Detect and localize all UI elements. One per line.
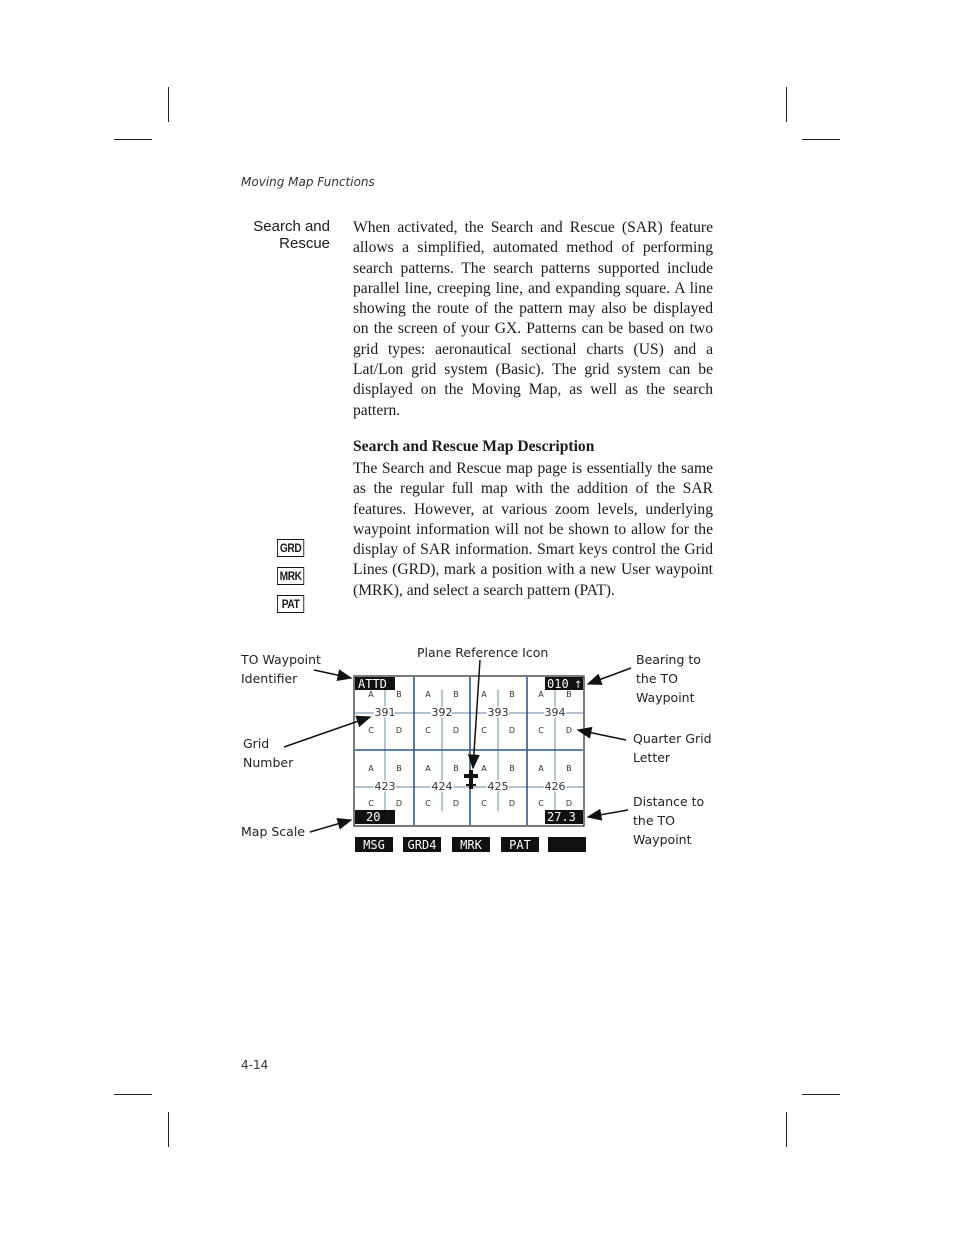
distance-value: 27.3 bbox=[547, 810, 576, 824]
quarter-letter: A bbox=[425, 690, 431, 699]
description-paragraph: The Search and Rescue map page is essentially the same as the regular full map with the addition of the SAR features. However, at various zoom levels, underlying waypoint information will not be shown to allow for the display of SAR information. Smart keys control the Grid Lines (GRD), mark a position with a new User waypoint (MRK), and select a search pattern (PAT). bbox=[353, 460, 713, 599]
quarter-letter: C bbox=[425, 726, 431, 735]
map-scale: 20 bbox=[366, 810, 381, 824]
quarter-letter: D bbox=[565, 799, 573, 808]
quarter-letter: D bbox=[508, 726, 516, 735]
arrow-quarter-grid bbox=[578, 730, 626, 740]
section-title: Search and Rescue bbox=[253, 218, 330, 252]
quarter-letter: D bbox=[565, 726, 573, 735]
quarter-letter: B bbox=[566, 764, 572, 773]
arrow-distance bbox=[588, 810, 628, 817]
pat-key: PAT bbox=[277, 595, 304, 613]
quarter-letter: B bbox=[453, 690, 459, 699]
softkey-label: PAT bbox=[509, 838, 531, 852]
quarter-letter: C bbox=[425, 799, 431, 808]
intro-paragraph: When activated, the Search and Rescue (SAR) feature allows a simplified, automated method of performing search patterns. The search patterns supported include parallel line, creeping line, and expanding square. A line showing the route of the pattern may also be displayed on the screen of your GX. Patterns can be based on two grid types: aeronautical sectional charts (US) and a Lat/Lon grid system (Basic). The grid system can be displayed on the Moving Map, as well as the search pattern. bbox=[353, 219, 713, 419]
arrow-to-waypoint bbox=[314, 670, 351, 678]
callout-plane-icon: Plane Reference Icon bbox=[417, 645, 549, 660]
grid-number: 426 bbox=[544, 780, 566, 793]
quarter-letter: C bbox=[538, 799, 544, 808]
quarter-letter: D bbox=[395, 799, 403, 808]
quarter-letter: C bbox=[481, 726, 487, 735]
quarter-letter: D bbox=[508, 799, 516, 808]
quarter-letter: A bbox=[368, 690, 374, 699]
callout-map-scale: Map Scale bbox=[241, 824, 305, 839]
grid-number: 425 bbox=[487, 780, 509, 793]
softkey-label: GRD4 bbox=[407, 838, 437, 852]
page-number: 4-14 bbox=[241, 1058, 269, 1072]
quarter-letter: C bbox=[538, 726, 544, 735]
quarter-letter: D bbox=[452, 799, 460, 808]
bearing-arrow-icon: ↑ bbox=[574, 680, 583, 691]
quarter-letter: B bbox=[509, 690, 515, 699]
quarter-letter: B bbox=[509, 764, 515, 773]
softkey-label: MSG bbox=[363, 838, 385, 852]
grid-number: 394 bbox=[544, 706, 566, 719]
quarter-letter: B bbox=[396, 690, 402, 699]
grid-number: 393 bbox=[487, 706, 509, 719]
quarter-letter: A bbox=[368, 764, 374, 773]
quarter-letter: B bbox=[396, 764, 402, 773]
callout-distance: Distance to the TO Waypoint bbox=[633, 794, 705, 847]
grid-number: 423 bbox=[374, 780, 396, 793]
running-header: Moving Map Functions bbox=[241, 175, 375, 189]
quarter-letter: B bbox=[453, 764, 459, 773]
subsection-title: Search and Rescue Map Description bbox=[353, 438, 595, 455]
quarter-letter: A bbox=[425, 764, 431, 773]
softkey-label: MRK bbox=[460, 838, 482, 852]
quarter-letter: A bbox=[538, 690, 544, 699]
quarter-letter: D bbox=[395, 726, 403, 735]
callout-quarter-grid: Quarter Grid Letter bbox=[633, 731, 712, 765]
quarter-letter: B bbox=[566, 690, 572, 699]
quarter-letter: A bbox=[538, 764, 544, 773]
grd-key: GRD bbox=[277, 539, 304, 557]
grid-number: 392 bbox=[431, 706, 453, 719]
callout-grid-number: Grid Number bbox=[243, 736, 294, 770]
softkey-bar bbox=[355, 837, 586, 852]
grid-number: 391 bbox=[374, 706, 396, 719]
callout-to-waypoint: TO Waypoint Identifier bbox=[241, 652, 321, 686]
arrow-bearing bbox=[588, 668, 631, 684]
mrk-key: MRK bbox=[277, 567, 304, 585]
quarter-letter: C bbox=[368, 726, 374, 735]
callout-bearing: Bearing to the TO Waypoint bbox=[636, 652, 701, 705]
map-screen bbox=[354, 676, 584, 826]
waypoint-id: ATTD bbox=[358, 677, 387, 691]
quarter-letter: C bbox=[368, 799, 374, 808]
grid-number: 424 bbox=[431, 780, 453, 793]
quarter-letter: D bbox=[452, 726, 460, 735]
arrow-map-scale bbox=[310, 820, 351, 832]
quarter-letter: A bbox=[481, 764, 487, 773]
quarter-letter: C bbox=[481, 799, 487, 808]
bearing-value: 010 bbox=[547, 677, 569, 691]
softkey-blank[interactable] bbox=[548, 837, 586, 852]
quarter-letter: A bbox=[481, 690, 487, 699]
